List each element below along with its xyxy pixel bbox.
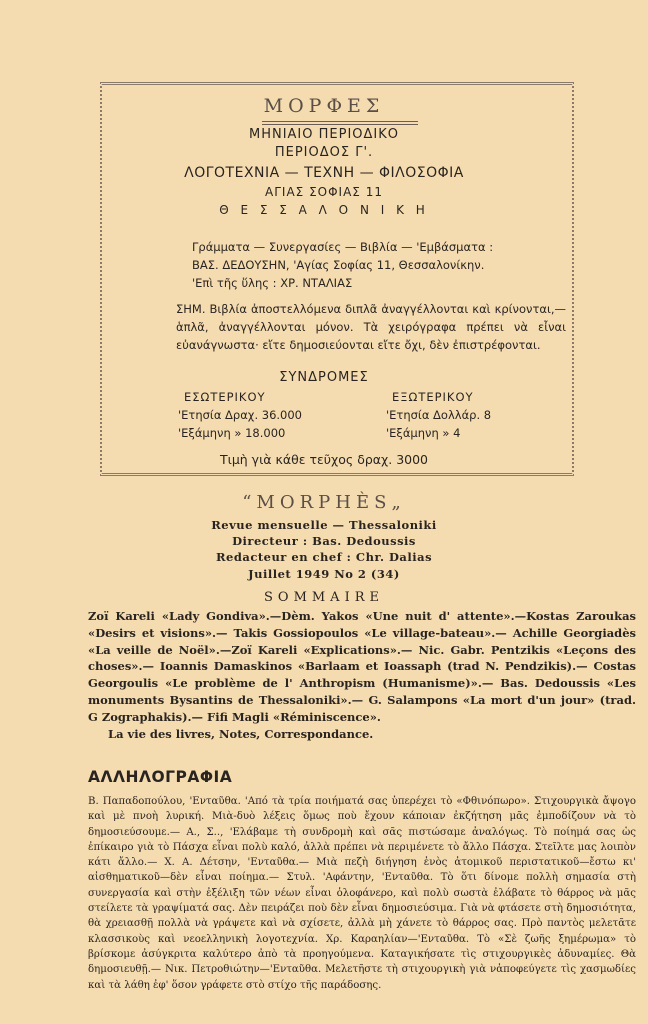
editor-line: 'Επὶ τῆς ὕλης : ΧΡ. ΝΤΑΛΙΑΣ <box>192 276 353 290</box>
domestic-subscriptions <box>178 388 328 442</box>
foreign-semester: 'Εξάμηνη » 4 <box>386 426 461 440</box>
journal-city: Θ Ε Σ Σ Α Λ Ο Ν Ι Κ Η <box>219 203 429 217</box>
foreign-subscriptions <box>386 388 556 442</box>
journal-subtitle: ΜΗΝΙΑΙΟ ΠΕΡΙΟΔΙΚΟ <box>248 127 400 142</box>
foreign-annual: 'Ετησία Δολλάρ. 8 <box>386 408 492 422</box>
contents-sections: La vie des livres, Notes, Correspondance. <box>108 726 374 741</box>
journal-address: ΑΓΙΑΣ ΣΟΦΙΑΣ 11 <box>265 185 383 199</box>
correspondence-heading: ΑΛΛΗΛΟΓΡΑΦΙΑ <box>88 768 233 786</box>
journal-topics: ΛΟΓΟΤΕΧΝΙΑ — ΤΕΧΝΗ — ΦΙΛΟΣΟΦΙΑ <box>184 165 464 181</box>
table-of-contents <box>88 608 636 742</box>
domestic-heading: ΕΣΩΤΕΡΙΚΟΥ <box>184 390 266 404</box>
title-rule <box>262 121 418 125</box>
french-title: “MORPHÈS„ <box>242 492 406 513</box>
foreign-heading: ΕΞΩΤΕΡΙΚΟΥ <box>392 390 474 404</box>
domestic-semester: 'Εξάμηνη » 18.000 <box>178 426 286 440</box>
french-issue-line: Juillet 1949 No 2 (34) <box>248 567 400 581</box>
sommaire-heading: SOMMAIRE <box>264 590 384 605</box>
journal-period: ΠΕΡΙΟΔΟΣ Γ'. <box>274 145 374 160</box>
domestic-annual: 'Ετησία Δραχ. 36.000 <box>178 408 302 422</box>
issue-price: Τιμὴ γιὰ κάθε τεῦχος δραχ. 3000 <box>219 452 429 467</box>
correspondence-text: Β. Παπαδοπούλου, 'Ενταῦθα. 'Από τὰ τρία ποιήματά σας ὑπερέχει τὸ «Φθινόπωρο». Στιχουργικὰ ἄψογο καὶ μὲ πνοὴ λυρική. Μιὰ-δυὸ λέξεις ὅμως ποὺ ἔχουν κάποιαν ἐκζήτηση μᾶς ἐμποδίζουν νὰ τὸ δημοσιεύσουμε.— Α., Σ.., 'Ελάβαμε τὴ συνδρομὴ καὶ σᾶς πιστώσαμε ἀναλόγως. Τὸ ποίημά σας ὡς ἐπίκαιρο γιὰ τὸ Πάσχα εἶναι πολὺ καλό, ἀλλὰ πρέπει νὰ περιμένετε τὸ ἄλλο Πάσχα. Στεῖλτε μας λοιπὸν κάτι ἄλλο.— Χ. Α. Δέτσην, 'Ενταῦθα.— Μιὰ πεζὴ διήγηση ἑνὸς ἀτομικοῦ περιστατικοῦ—ἔστω κι' αἰσθηματικοῦ—δὲν εἶναι ποίημα.— Στυλ. 'Αφάντην, 'Ενταῦθα. Τὸ ὅτι δίνομε πολλὴ σημασία στὴ συνεργασία καὶ στὴν ἐξέλιξη τῶν νέων εἶναι ὁλοφάνερο, καὶ πολὺ σωστὰ ἐλάβατε τὸ θάρρος νὰ μᾶς στείλετε τὰ γραψίματά σας. Δὲν πειράζει ποὺ δὲν εἶναι δημοσιεύσιμα. Γιὰ νὰ φτάσετε στὴ δημοσιότητα, θὰ χρειασθῇ πολλὰ νὰ γράψετε καὶ νὰ σχίσετε, ἀλλὰ μὴ χάνετε τὸ θάρρος σας. Πρὸ παντὸς μελετᾶτε κλασσικοὺς καὶ νεοελληνικὴ λογοτεχνία. Χρ. Καραηλίαν—'Ενταῦθα. Τὸ «Σὲ ζωῆς ξημέρωμα» τὸ βρίσκομε ἀσύγκριτα καλύτερο ἀπὸ τὰ προηγούμενα. Καταγικήσατε τὶς στιχουργικὲς ἀδυναμίες. Θὰ δημοσιευθῇ.— Νικ. Πετροθιώτην—'Ενταῦθα. Μελετῆστε τὴ στιχουργικὴ γιὰ νἀποφεύγετε τὶς χασμωδίες καὶ τὰ λάθη ἐφ' ὅσον γράφετε στὸ στίχο τῆς παράδοσης. <box>88 796 636 991</box>
contributions-line1: Γράμματα — Συνεργασίες — Βιβλία — 'Εμβάσματα : <box>192 240 494 254</box>
journal-title: ΜΟΡΦΕΣ <box>263 95 385 117</box>
contributions-info <box>192 238 572 274</box>
french-director-line: Directeur : Bas. Dedoussis <box>232 534 416 548</box>
contributions-line2: ΒΑΣ. ΔΕΔΟΥΣΗΝ, 'Αγίας Σοφίας 11, Θεσσαλονίκην. <box>192 258 485 272</box>
french-revue-line: Revue mensuelle — Thessaloniki <box>211 518 437 532</box>
subscriptions-title: ΣΥΝΔΡΟΜΕΣ <box>279 370 369 385</box>
french-editor-line: Redacteur en chef : Chr. Dalias <box>215 550 433 564</box>
contents-list: Zoï Kareli «Lady Gondiva».—Dèm. Yakos «Une nuit d' attente».—Kostas Zaroukas «Desirs et visions».— Takis Gossiopoulos «Le village-bateau».— Achille Georgiadès «La veille de Noël».—Zoï Kareli «Explications».— Nic. Gabr. Pentzikis «Leçons des choses».— Ioannis Damaskinos «Barlaam et Ioassaph (trad N. Pendzikis).— Costas Georgoulis «Le problème de l' Anthropism (Humanisme)».— Bas. Dedoussis «Les monuments Bysantins de Thessaloniki».— G. Salampons «La mort d'un jour» (trad. G Zographakis).— Fifi Magli «Réminiscence». <box>88 609 636 724</box>
editorial-note: ΣΗΜ. Βιβλία ἀποστελλόμενα διπλᾶ ἀναγγέλλονται καὶ κρίνονται,—ἁπλᾶ, ἀναγγέλλονται μόνον. Τὰ χειρόγραφα πρέπει νὰ εἶναι εὐανάγνωστα· εἴτε δημοσιεύονται εἴτε ὄχι, δὲν ἐπιστρέφονται. <box>176 302 566 352</box>
